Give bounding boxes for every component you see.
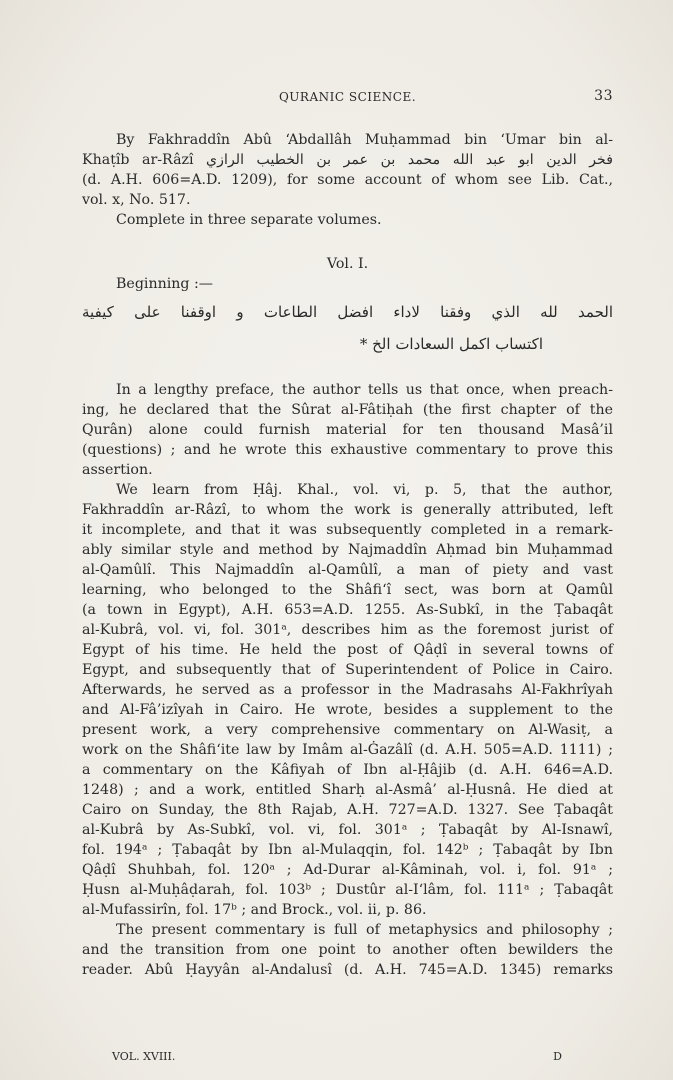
text-line: Khaṭîb ar-Râzî فخر الدين ابو عبد الله محمد بن عمر بن الخطيب الرازي	[82, 152, 613, 168]
text-line: work on the Shâfi‘ite law by Imâm al-Ġazâlî (d. A.H. 505=A.D. 1111) ;	[82, 742, 613, 758]
text-line: vol. x, No. 517.	[82, 192, 191, 208]
text-line: (a town in Egypt), A.H. 653=A.D. 1255. As-Subkî, in the Ṭabaqât	[82, 602, 613, 618]
volume-heading: Vol. I.	[326, 256, 369, 272]
page-footer	[112, 1050, 562, 1063]
entry-paragraph	[82, 130, 613, 230]
text-line: learning, who belonged to the Shâfi‘î sect, was born at Qamûl	[82, 582, 613, 598]
text-line: Qurân) alone could furnish material for ten thousand Masâ’il	[82, 422, 613, 438]
text-line: it incomplete, and that it was subsequently completed in a remark-	[82, 522, 613, 538]
arabic-incipit	[82, 302, 613, 366]
text-line: Egypt, and subsequently that of Superintendent of Police in Cairo.	[82, 662, 613, 678]
text-line: al-Mufassirîn, fol. 17ᵇ ; and Brock., vol. ii, p. 86.	[82, 902, 427, 918]
text-line: Cairo on Sunday, the 8th Rajab, A.H. 727=A.D. 1327. See Ṭabaqât	[82, 802, 613, 818]
text-line: We learn from Ḥâj. Khal., vol. vi, p. 5, that the author,	[116, 482, 613, 498]
text-line: fol. 194ᵃ ; Ṭabaqât by Ibn al-Mulaqqin, fol. 142ᵇ ; Ṭabaqât by Ibn	[82, 842, 613, 858]
text-line: By Fakhraddîn Abû ‘Abdallâh Muḥammad bin ‘Umar bin al-	[116, 132, 613, 148]
running-header	[82, 90, 613, 110]
text-line: (d. A.H. 606=A.D. 1209), for some account of whom see Lib. Cat.,	[82, 172, 613, 188]
arabic-line: اكتساب اكمل السعادات الخ *	[359, 335, 543, 353]
text-line: ably similar style and method by Najmaddîn Aḥmad bin Muḥammad	[82, 542, 613, 558]
text-line: Ḥusn al-Muḥâḍarah, fol. 103ᵇ ; Dustûr al-I‘lâm, fol. 111ᵃ ; Ṭabaqât	[82, 882, 613, 898]
complete-note: Complete in three separate volumes.	[116, 212, 382, 228]
text-line: Qâḍî Shuhbah, fol. 120ᵃ ; Ad-Durar al-Kâminah, vol. i, fol. 91ᵃ ;	[82, 862, 613, 878]
body-paragraph	[82, 380, 613, 480]
text-line: (questions) ; and he wrote this exhaustive commentary to prove this	[82, 442, 613, 458]
text-line: The present commentary is full of metaphysics and philosophy ;	[116, 922, 613, 938]
page-body	[82, 130, 613, 980]
body-paragraph	[82, 480, 613, 920]
text-line: 1248) ; and a work, entitled Sharḥ al-Asmâ’ al-Ḥusnâ. He died at	[82, 782, 613, 798]
page-number: 33	[594, 88, 613, 104]
body-paragraph	[82, 920, 613, 980]
header-title: QURANIC SCIENCE.	[278, 90, 417, 104]
text-line: Fakhraddîn ar-Râzî, to whom the work is generally attributed, left	[82, 502, 613, 518]
text-line: and the transition from one point to another often bewilders the	[82, 942, 613, 958]
text-line: Afterwards, he served as a professor in the Madrasahs Al-Fakhrîyah	[82, 682, 613, 698]
beginning-label: Beginning :—	[116, 276, 213, 292]
text-line: present work, a very comprehensive commentary on Al-Wasiṭ, a	[82, 722, 613, 738]
text-line: assertion.	[82, 462, 153, 478]
text-line: al-Kubrâ, vol. vi, fol. 301ᵃ, describes him as the foremost jurist of	[82, 622, 613, 638]
text-line: In a lengthy preface, the author tells us that once, when preach-	[116, 382, 613, 398]
text-line: ing, he declared that the Sûrat al-Fâtiḥah (the first chapter of the	[82, 402, 613, 418]
signature-mark: D	[553, 1050, 562, 1063]
arabic-line: الحمد لله الذي وفقنا لاداء افضل الطاعات و اوقفنا على كيفية	[82, 303, 613, 321]
text-line: reader. Abû Ḥayyân al-Andalusî (d. A.H. 745=A.D. 1345) remarks	[82, 962, 613, 978]
text-line: al-Kubrâ by As-Subkî, vol. vi, fol. 301ᵃ ; Ṭabaqât by Al-Isnawî,	[82, 822, 613, 838]
text-line: Egypt of his time. He held the post of Qâḍî in several towns of	[82, 642, 613, 658]
footer-volume: VOL. XVIII.	[112, 1050, 176, 1063]
text-line: al-Qamûlî. This Najmaddîn al-Qamûlî, a man of piety and vast	[82, 562, 613, 578]
text-line: and Al-Fâ’izîyah in Cairo. He wrote, besides a supplement to the	[82, 702, 613, 718]
text-line: a commentary on the Kâfiyah of Ibn al-Ḥâjib (d. A.H. 646=A.D.	[82, 762, 613, 778]
